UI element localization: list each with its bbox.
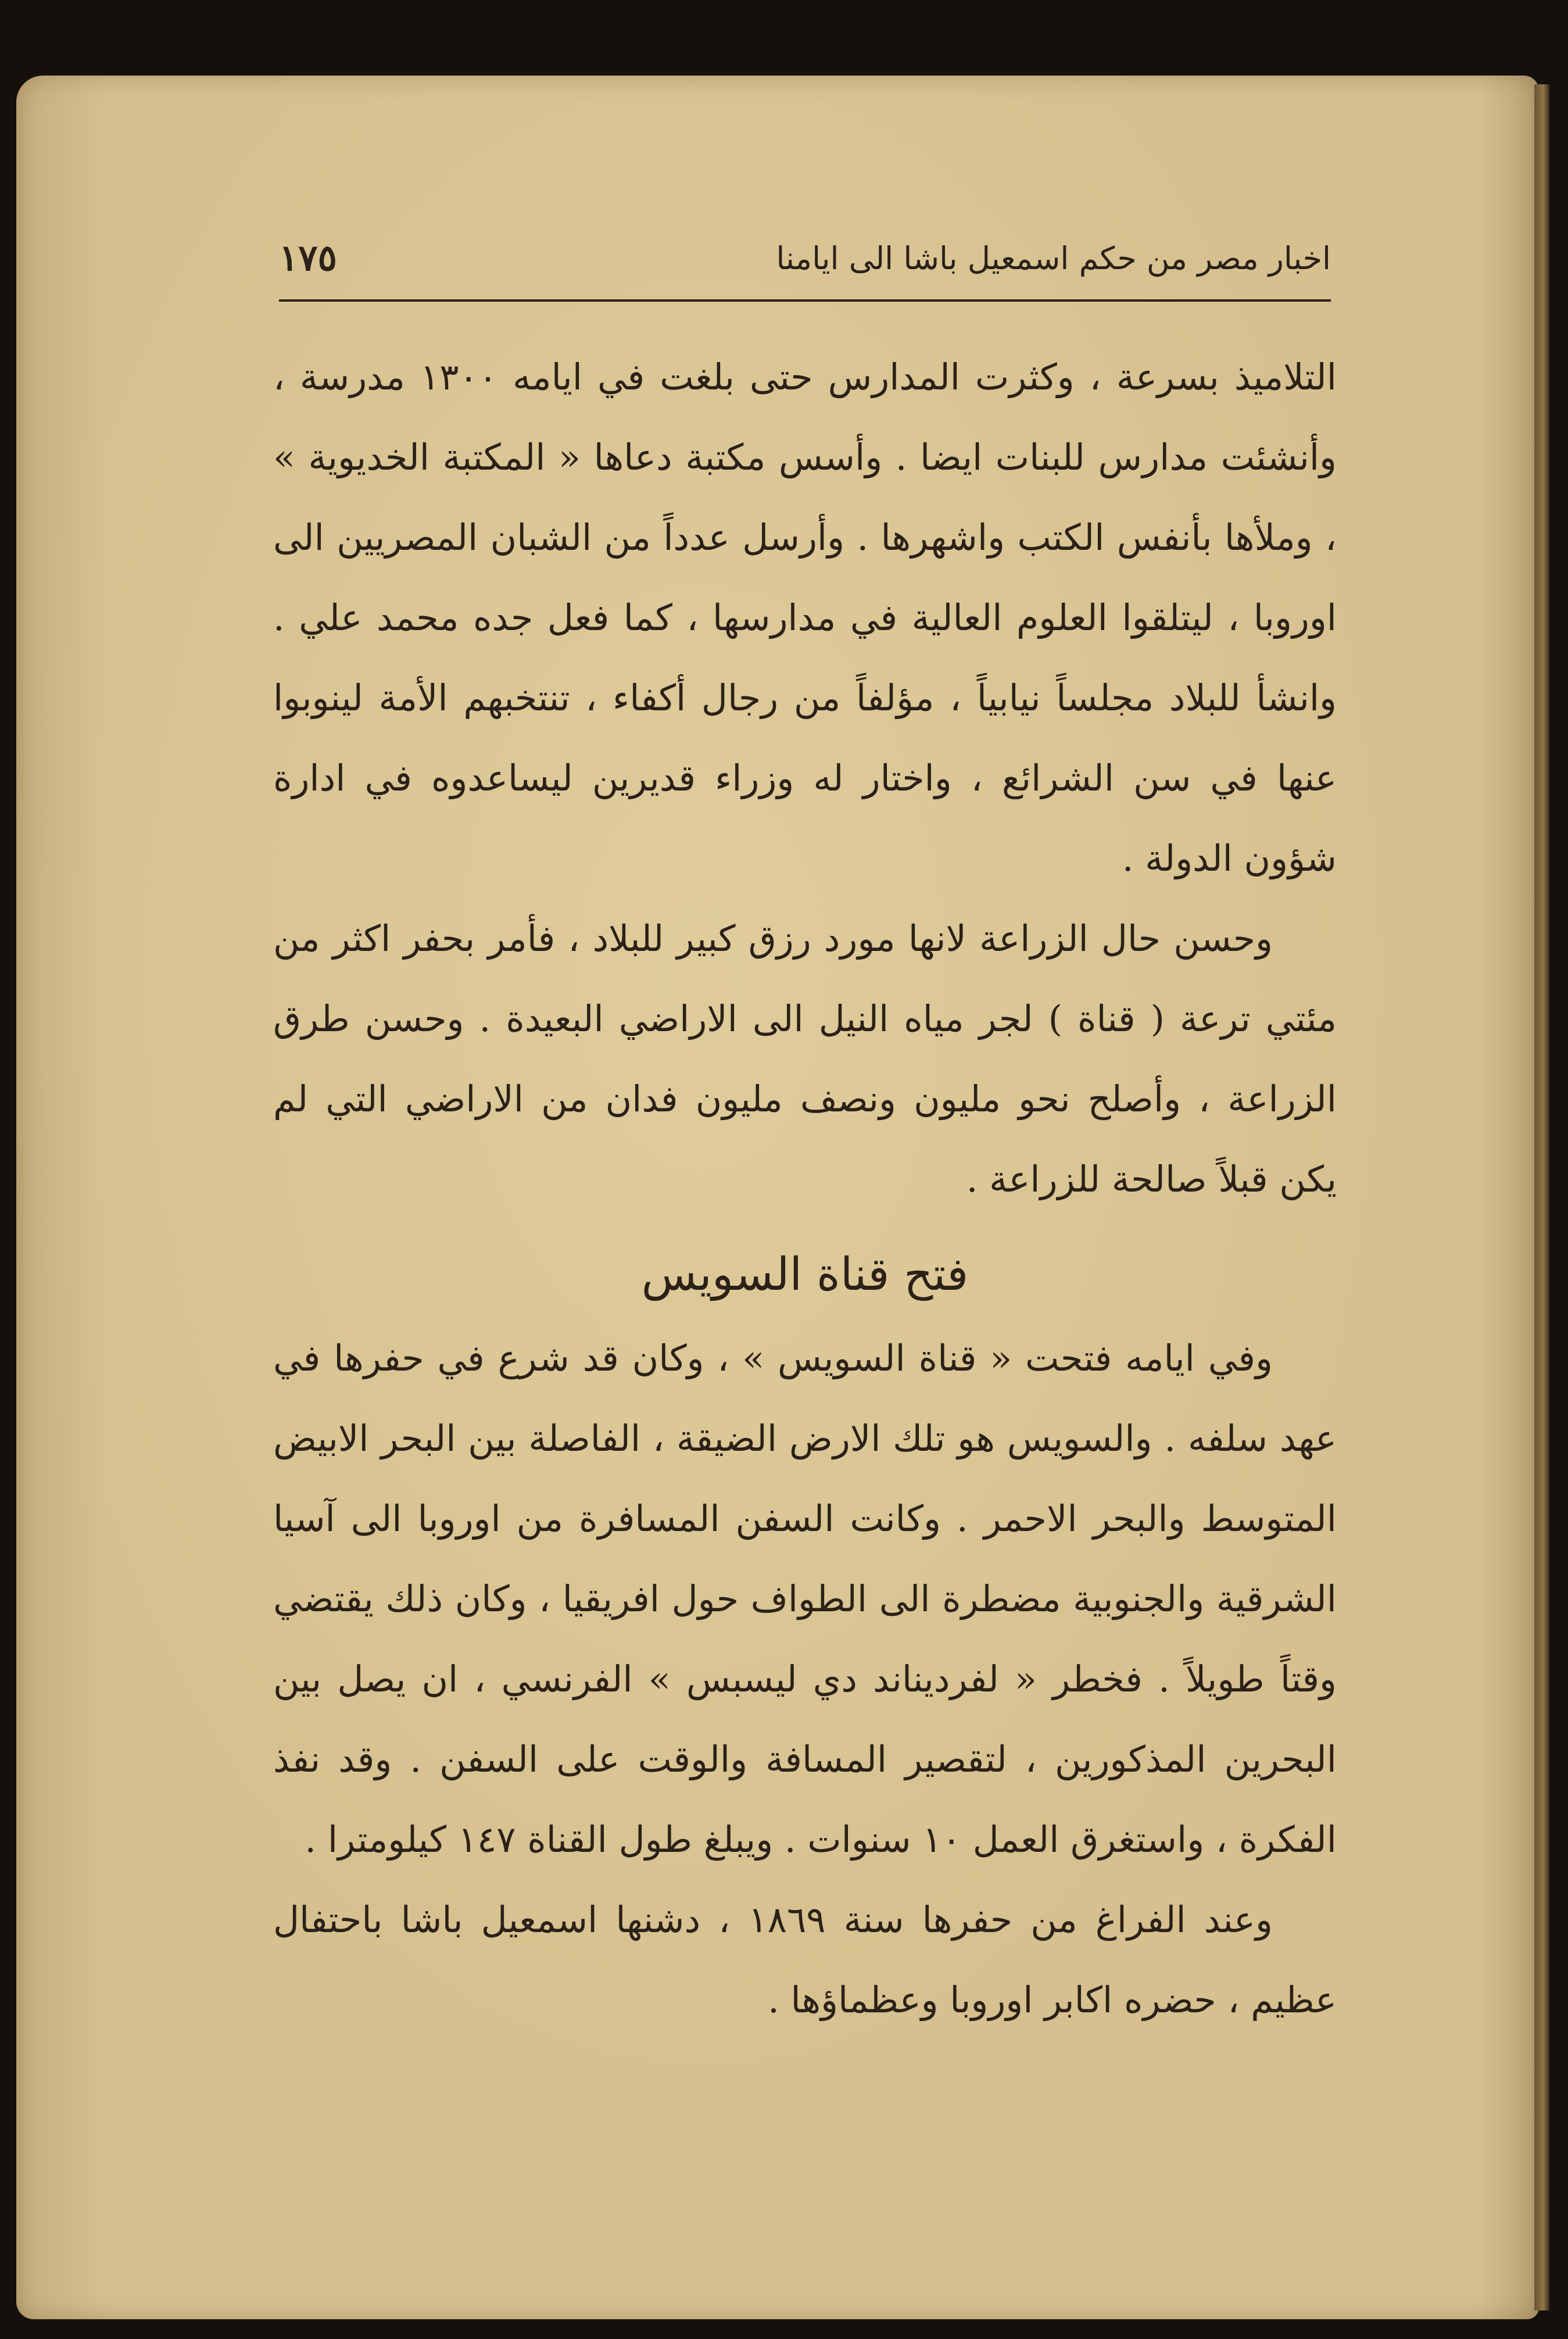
running-header [279, 235, 1331, 302]
body-text [273, 337, 1337, 2040]
paragraph: التلاميذ بسرعة ، وكثرت المدارس حتى بلغت في ايامه ١٣٠٠ مدرسة ، وأنشئت مدارس للبنات ايضا . وأسس مكتبة دعاها « المكتبة الخديوية » ، وملأها بأنفس الكتب واشهرها . وأرسل عدداً من الشبان المصريين الى اوروبا ، ليتلقوا العلوم العالية في مدارسها ، كما فعل جده محمد علي . وانشأ للبلاد مجلساً نيابياً ، مؤلفاً من رجال أكفاء ، تنتخبهم الأمة لينوبوا عنها في سن الشرائع ، واختار له وزراء قديرين ليساعدوه في ادارة شؤون الدولة . [273, 356, 1337, 879]
paragraph: وعند الفراغ من حفرها سنة ١٨٦٩ ، دشنها اسمعيل باشا باحتفال عظيم ، حضره اكابر اوروبا وعظماؤها . [273, 1898, 1337, 2021]
page-number: ١٧٥ [279, 237, 337, 279]
paragraph: وحسن حال الزراعة لانها مورد رزق كبير للبلاد ، فأمر بحفر اكثر من مئتي ترعة ( قناة ) لجر مياه النيل الى الاراضي البعيدة . وحسن طرق الزراعة ، وأصلح نحو مليون ونصف مليون فدان من الاراضي التي لم يكن قبلاً صالحة للزراعة . [273, 917, 1337, 1200]
section-heading: فتح قناة السويس [641, 1249, 969, 1301]
header-title: اخبار مصر من حكم اسمعيل باشا الى ايامنا [776, 240, 1331, 277]
book-gutter [1534, 84, 1549, 2311]
paragraph: وفي ايامه فتحت « قناة السويس » ، وكان قد شرع في حفرها في عهد سلفه . والسويس هو تلك الارض الضيقة ، الفاصلة بين البحر الابيض المتوسط والبحر الاحمر . وكانت السفن المسافرة من اوروبا الى آسيا الشرقية والجنوبية مضطرة الى الطواف حول افريقيا ، وكان ذلك يقتضي وقتاً طويلاً . فخطر « لفرديناند دي ليسبس » الفرنسي ، ان يصل بين البحرين المذكورين ، لتقصير المسافة والوقت على السفن . وقد نفذ الفكرة ، واستغرق العمل ١٠ سنوات . ويبلغ طول القناة ١٤٧ كيلومترا . [273, 1337, 1337, 1861]
